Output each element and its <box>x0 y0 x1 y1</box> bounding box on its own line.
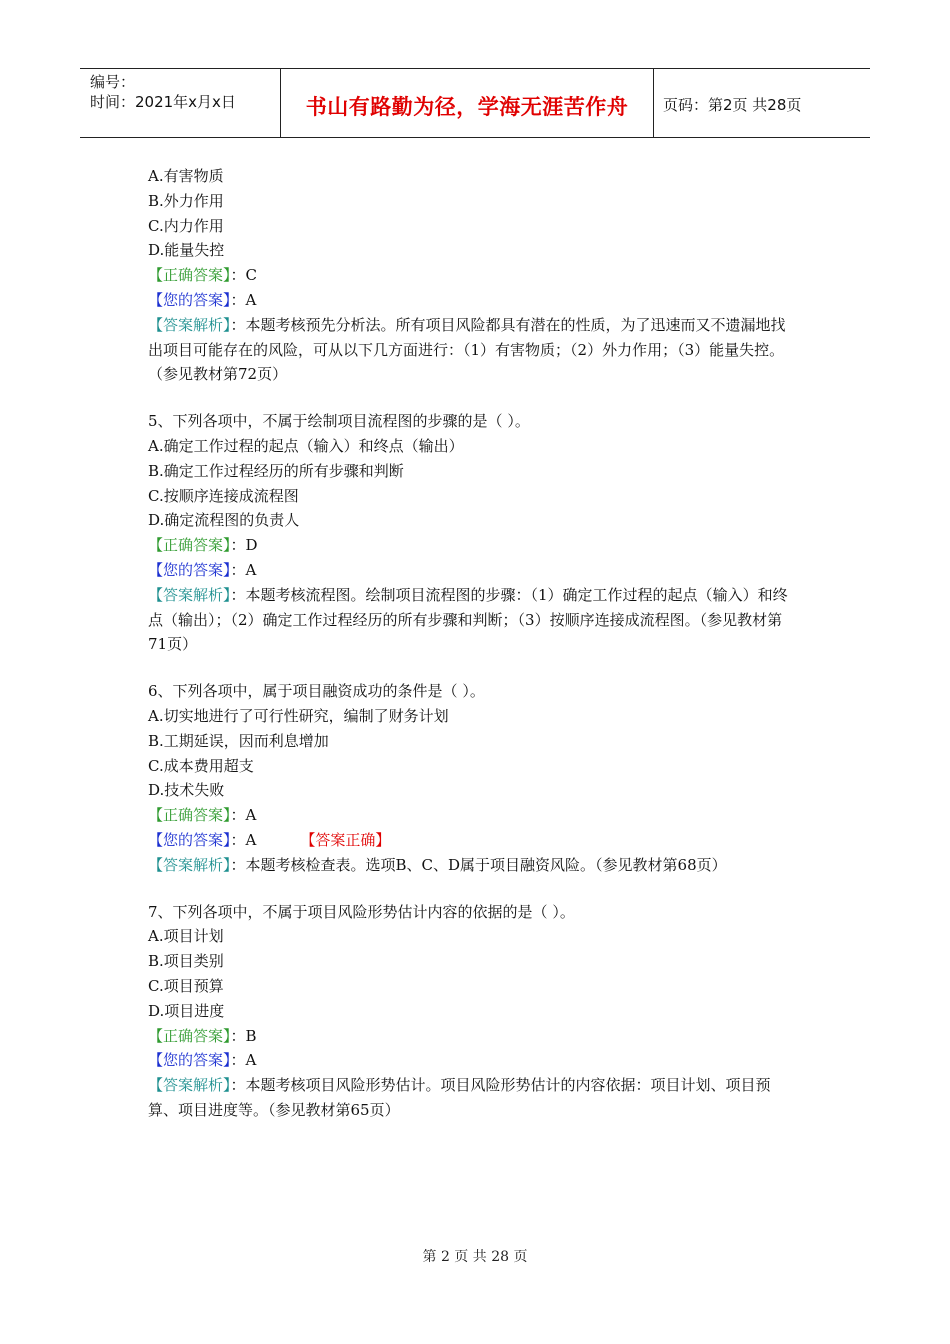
your-answer-tag: 【您的答案】 <box>148 560 231 579</box>
analysis-text: ：本题考核项目风险形势估计。项目风险形势估计的内容依据：项目计划、项目预算、项目进度等。（参见教材第65页） <box>148 1076 771 1119</box>
document-body <box>148 164 798 1145</box>
header-page-info: 页码：第2页 共28页 <box>663 96 802 114</box>
analysis-tag: 【答案解析】 <box>148 315 231 334</box>
analysis-paragraph <box>148 583 798 657</box>
your-answer-line <box>148 288 798 313</box>
question-4-block <box>148 164 798 387</box>
option-d: D.确定流程图的负责人 <box>148 511 300 530</box>
question-text: 5、下列各项中，不属于绘制项目流程图的步骤的是（ ）。 <box>148 412 530 431</box>
option-b: B.确定工作过程经历的所有步骤和判断 <box>148 461 404 480</box>
correct-answer-line <box>148 263 798 288</box>
analysis-tag: 【答案解析】 <box>148 1076 231 1095</box>
correct-answer-value: ：C <box>230 266 257 285</box>
analysis-text: ：本题考核流程图。绘制项目流程图的步骤：（1）确定工作过程的起点（输入）和终点（输出）；（2）确定工作过程经历的所有步骤和判断；（3）按顺序连接成流程图。（参见教材第71页） <box>148 585 788 654</box>
your-answer-line <box>148 1048 798 1073</box>
your-answer-value: ：A <box>230 290 257 309</box>
analysis-tag: 【答案解析】 <box>148 585 231 604</box>
correct-answer-tag: 【正确答案】 <box>148 806 231 825</box>
your-answer-tag: 【您的答案】 <box>148 830 231 849</box>
correct-answer-line <box>148 533 798 558</box>
option-c: C.成本费用超支 <box>148 756 254 775</box>
your-answer-line <box>148 828 798 853</box>
correct-answer-tag: 【正确答案】 <box>148 536 231 555</box>
option-b: B.外力作用 <box>148 191 224 210</box>
analysis-text: ：本题考核检查表。选项B、C、D属于项目融资风险。（参见教材第68页） <box>230 855 727 874</box>
option-a: A.切实地进行了可行性研究，编制了财务计划 <box>148 706 449 725</box>
correct-answer-line <box>148 1024 798 1049</box>
question-text: 7、下列各项中，不属于项目风险形势估计内容的依据的是（ ）。 <box>148 902 575 921</box>
your-answer-tag: 【您的答案】 <box>148 290 231 309</box>
correct-answer-value: ：D <box>230 536 258 555</box>
time-label: 时间：2021年x月x日 <box>90 93 236 111</box>
page-header <box>80 68 870 138</box>
correct-answer-tag: 【正确答案】 <box>148 266 231 285</box>
header-right-cell <box>655 69 870 137</box>
option-c: C.内力作用 <box>148 216 224 235</box>
correct-answer-value: ：A <box>230 806 257 825</box>
question-5-block <box>148 409 798 657</box>
correct-answer-value: ：B <box>230 1026 257 1045</box>
correct-answer-line <box>148 803 798 828</box>
your-answer-value: ：A <box>230 830 257 849</box>
option-a: A.项目计划 <box>148 927 224 946</box>
analysis-paragraph <box>148 1073 798 1123</box>
your-answer-value: ：A <box>230 1051 257 1070</box>
question-7-block <box>148 900 798 1123</box>
header-middle-cell <box>281 69 654 137</box>
option-c: C.项目预算 <box>148 976 224 995</box>
option-a: A.有害物质 <box>148 167 224 185</box>
your-answer-tag: 【您的答案】 <box>148 1051 231 1070</box>
option-d: D.能量失控 <box>148 241 225 260</box>
question-6-block <box>148 679 798 877</box>
analysis-paragraph <box>148 853 798 878</box>
your-answer-value: ：A <box>230 560 257 579</box>
option-a: A.确定工作过程的起点（输入）和终点（输出） <box>148 436 464 455</box>
option-d: D.技术失败 <box>148 781 225 800</box>
header-motto: 书山有路勤为径，学海无涯苦作舟 <box>305 95 629 119</box>
correct-answer-tag: 【正确答案】 <box>148 1026 231 1045</box>
code-label: 编号： <box>90 73 136 91</box>
analysis-paragraph <box>148 313 798 387</box>
option-c: C.按顺序连接成流程图 <box>148 486 299 505</box>
option-b: B.项目类别 <box>148 952 224 971</box>
analysis-tag: 【答案解析】 <box>148 855 231 874</box>
analysis-text: ：本题考核预先分析法。所有项目风险都具有潜在的性质，为了迅速而又不遗漏地找出项目可能存在的风险，可从以下几方面进行：（1）有害物质；（2）外力作用；（3）能量失控。（参见教材第72页） <box>148 315 786 384</box>
verdict-badge: 【答案正确】 <box>300 830 391 849</box>
your-answer-line <box>148 558 798 583</box>
option-b: B.工期延误，因而利息增加 <box>148 731 329 750</box>
page-footer: 第 2 页 共 28 页 <box>422 1249 528 1265</box>
option-d: D.项目进度 <box>148 1001 225 1020</box>
question-text: 6、下列各项中，属于项目融资成功的条件是（ ）。 <box>148 682 485 701</box>
header-left-cell <box>80 69 281 137</box>
